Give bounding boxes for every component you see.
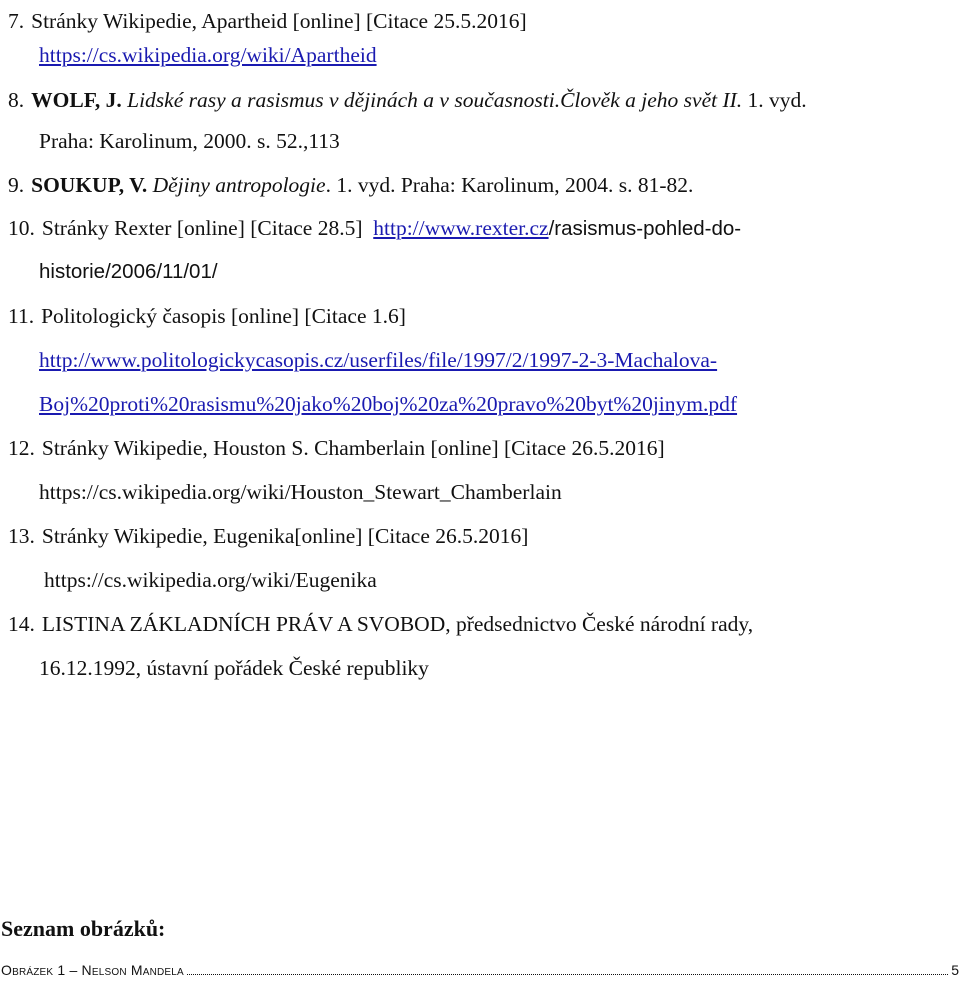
reference-text: Stránky Rexter [online] [Citace 28.5] [41,216,363,240]
reference-author: WOLF, J. [31,88,122,112]
reference-13 [8,523,528,549]
reference-text: Stránky Wikipedie, Apartheid [online] [Citace 25.5.2016] [31,9,527,33]
toc-entry-page: 5 [951,962,959,978]
reference-12 [8,435,665,461]
reference-number: 11. [8,304,35,328]
reference-text: LISTINA ZÁKLADNÍCH PRÁV A SVOBOD, předsednictvo České národní rady, [41,612,754,636]
reference-8-line2: Praha: Karolinum, 2000. s. 52.,113 [39,129,340,153]
toc-dot-leader [187,974,948,975]
reference-author: SOUKUP, V. [31,173,148,197]
reference-text: Politologický časopis [online] [Citace 1.6] [41,304,406,328]
reference-11-link[interactable]: http://www.politologickycasopis.cz/userfiles/file/1997/2/1997-2-3-Machalova- [39,348,718,372]
toc-entry-figure-1[interactable] [1,962,959,978]
reference-text: Stránky Wikipedie, Houston S. Chamberlain [online] [Citace 26.5.2016] [41,436,665,460]
reference-number: 10. [8,216,35,240]
reference-11 [8,303,406,329]
reference-11-url-line1 [39,347,717,373]
reference-number: 14. [8,612,35,636]
reference-7 [8,8,527,34]
reference-7-url-line [39,42,377,68]
reference-11-link-continued[interactable]: Boj%20proti%20rasismu%20jako%20boj%20za%20pravo%20byt%20jinym.pdf [39,392,738,416]
reference-10-link[interactable]: http://www.rexter.cz [373,216,549,240]
reference-13-url: https://cs.wikipedia.org/wiki/Eugenika [44,568,377,592]
figures-list-heading: Seznam obrázků: [1,916,166,941]
reference-8 [8,87,807,113]
reference-number: 13. [8,524,35,548]
reference-title: Dějiny antropologie [152,173,326,197]
reference-12-url: https://cs.wikipedia.org/wiki/Houston_Stewart_Chamberlain [39,480,562,504]
reference-14 [8,611,753,637]
reference-10 [8,215,741,242]
reference-number: 8. [8,88,25,112]
reference-edition: 1. vyd. [742,88,807,112]
reference-14-line2: 16.12.1992, ústavní pořádek České republiky [39,656,429,680]
reference-publication: . 1. vyd. Praha: Karolinum, 2004. s. 81-82. [325,173,694,197]
reference-number: 9. [8,173,25,197]
reference-7-link[interactable]: https://cs.wikipedia.org/wiki/Apartheid [39,43,377,67]
reference-text: Stránky Wikipedie, Eugenika[online] [Citace 26.5.2016] [41,524,529,548]
reference-title: Lidské rasy a rasismus v dějinách a v současnosti.Člověk a jeho svět II. [127,88,743,112]
reference-10-url-line2: historie/2006/11/01/ [39,260,218,283]
reference-9 [8,172,693,198]
reference-10-url-rest: /rasismus-pohled-do- [548,217,742,240]
reference-number: 7. [8,9,25,33]
toc-entry-label: Obrázek 1 – Nelson Mandela [1,962,184,978]
reference-11-url-line2 [39,391,737,417]
reference-number: 12. [8,436,35,460]
